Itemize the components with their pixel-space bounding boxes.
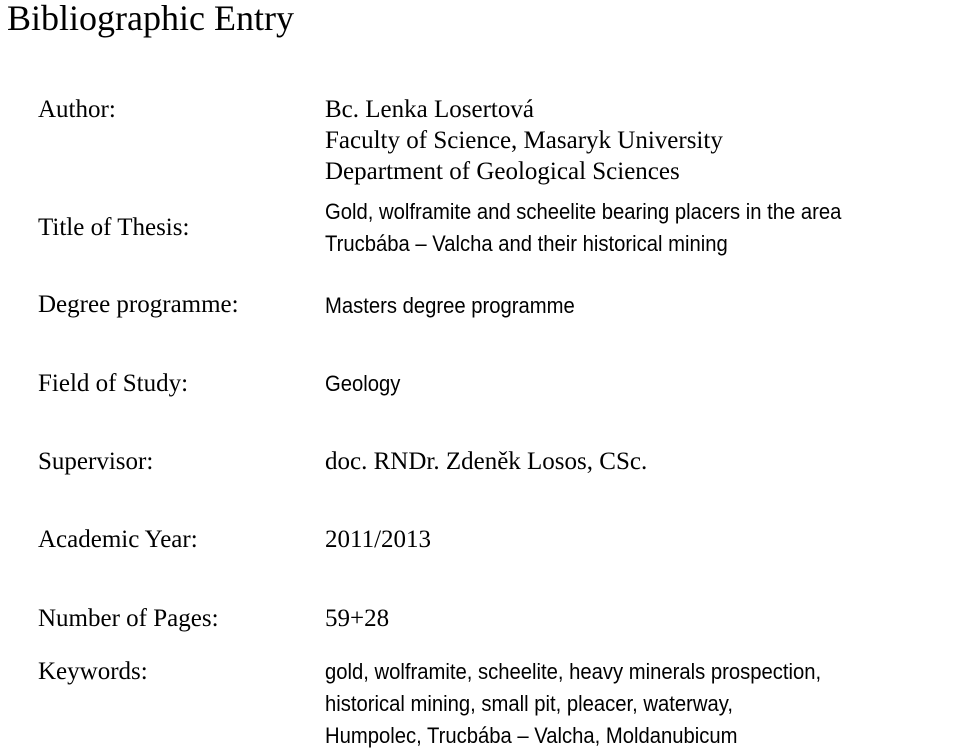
degree-programme-label: Degree programme: [38,291,239,318]
academic-year-label: Academic Year: [38,526,198,553]
keywords-label: Keywords: [38,658,148,685]
supervisor-label: Supervisor: [38,448,154,475]
keywords-line-3: Humpolec, Trucbába – Valcha, Moldanubicum [325,723,738,748]
author-name: Bc. Lenka Losertová [325,96,534,123]
number-of-pages-label: Number of Pages: [38,605,219,632]
keywords-value [325,656,821,752]
keywords-line-1: gold, wolframite, scheelite, heavy minerals prospection, [325,659,822,684]
page-title: Bibliographic Entry [7,0,294,38]
author-value [325,94,723,187]
author-label: Author: [38,96,116,123]
thesis-title-line-1: Gold, wolframite and scheelite bearing placers in the area [325,199,842,224]
author-faculty: Faculty of Science, Masaryk University [325,127,723,154]
keywords-line-2: historical mining, small pit, pleacer, waterway, [325,691,733,716]
supervisor-value: doc. RNDr. Zdeněk Losos, CSc. [325,448,648,475]
number-of-pages-value: 59+28 [325,605,390,632]
academic-year-value: 2011/2013 [325,526,432,553]
thesis-title-value [325,196,841,260]
thesis-title-line-2: Trucbába – Valcha and their historical mining [325,231,728,256]
field-of-study-value: Geology [325,371,401,396]
degree-programme-value: Masters degree programme [325,293,575,318]
thesis-title-label: Title of Thesis: [38,214,190,241]
author-department: Department of Geological Sciences [325,158,680,185]
field-of-study-label: Field of Study: [38,370,189,397]
